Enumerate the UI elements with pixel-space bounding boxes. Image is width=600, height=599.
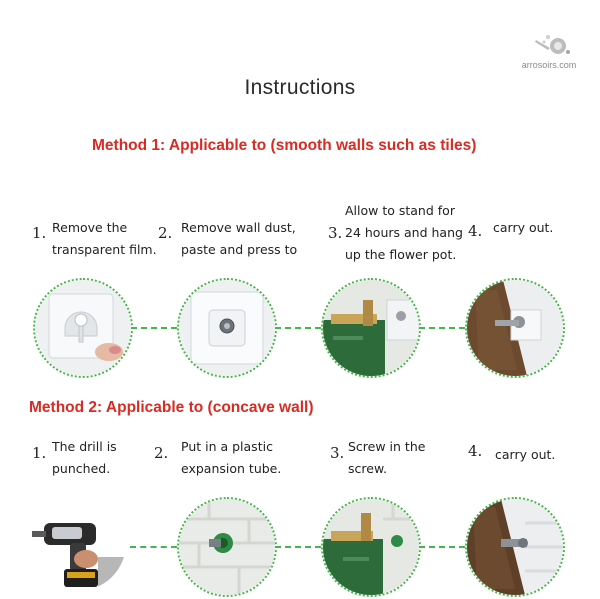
m1-step-3-number: 3.	[328, 224, 343, 242]
m2-step-2-image	[177, 497, 277, 597]
m1-step-2-text: Remove wall dust, paste and press to	[181, 220, 298, 257]
method-1-title: Method 1: Applicable to (smooth walls such as tiles)	[92, 137, 477, 154]
m1-step-2-image	[177, 278, 277, 378]
m2-step-1-image	[30, 495, 126, 591]
m2-step-3-image	[321, 497, 421, 597]
m2-step-4-text: carry out.	[495, 447, 556, 462]
m2-connector-2	[275, 546, 321, 548]
m2-step-2-text: Put in a plastic expansion tube.	[181, 439, 282, 476]
m1-step-1-number: 1.	[32, 224, 47, 242]
m2-step-3-number: 3.	[330, 444, 345, 462]
m1-connector-3	[419, 327, 465, 329]
m1-step-4-number: 4.	[468, 222, 483, 240]
m1-connector-2	[275, 327, 321, 329]
m2-step-4-number: 4.	[468, 442, 483, 460]
m2-step-1-text: The drill is punched.	[52, 439, 117, 476]
m1-step-4-image	[465, 278, 565, 378]
m2-step-1-number: 1.	[32, 444, 47, 462]
m2-connector-1	[130, 546, 177, 548]
brand-name: arrosoirs.com	[521, 60, 577, 70]
m1-step-1-image	[33, 278, 133, 378]
m2-connector-3	[419, 546, 465, 548]
m1-step-3-image	[321, 278, 421, 378]
m2-step-4-image	[465, 497, 565, 597]
m1-step-2-number: 2.	[158, 224, 173, 242]
watering-can-icon	[514, 30, 584, 60]
m1-connector-1	[131, 327, 177, 329]
m2-step-2-number: 2.	[154, 444, 169, 462]
m1-step-1-text: Remove the transparent film.	[52, 220, 157, 257]
method-2-title: Method 2: Applicable to (concave wall)	[29, 399, 314, 416]
page-title: Instructions	[244, 76, 356, 99]
m1-step-3-text: Allow to stand for 24 hours and hang up the flower pot.	[345, 203, 463, 262]
m2-step-3-text: Screw in the screw.	[348, 439, 426, 476]
brand-logo	[514, 30, 584, 74]
m1-step-4-text: carry out.	[493, 220, 554, 235]
